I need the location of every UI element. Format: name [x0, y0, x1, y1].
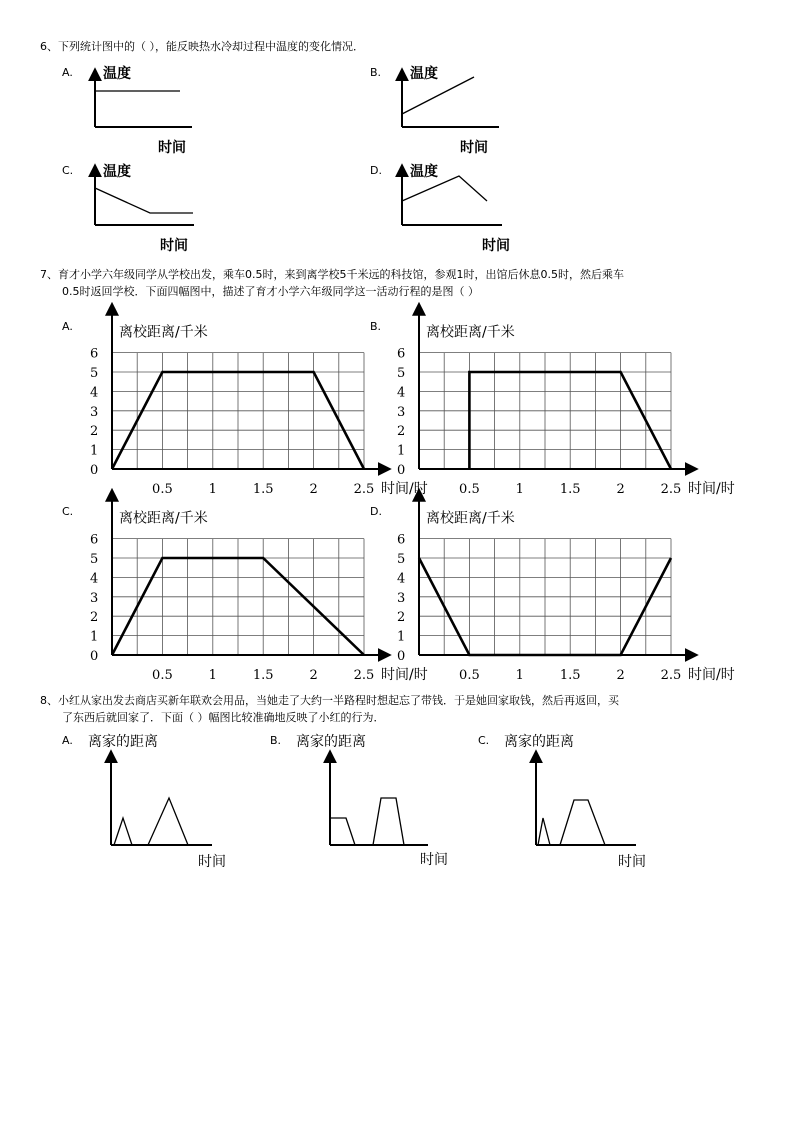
y-tick-label: 1	[397, 443, 406, 459]
y-axis-label: 离校距离/千米	[426, 324, 515, 341]
q8-graph-c	[504, 734, 646, 870]
q6-a-x-label: 时间	[158, 140, 186, 156]
x-tick-label: 2	[309, 482, 318, 497]
q6-option-c-letter: C.	[62, 164, 74, 177]
y-tick-label: 1	[397, 629, 406, 645]
q6-graph-b	[402, 65, 499, 156]
question-7-stem-line1: 7、育才小学六年级同学从学校出发，乘车0.5时，来到离学校5千米远的科技馆，参观1时，出馆后休息0.5时，然后乘车	[40, 268, 624, 281]
x-tick-label: 1	[515, 482, 524, 497]
x-tick-label: 1.5	[252, 482, 274, 497]
q6-c-curve	[95, 188, 193, 213]
q6-c-y-label: 温度	[103, 164, 131, 180]
q7-chart-a	[90, 305, 428, 497]
x-tick-label: 1	[208, 668, 217, 683]
question-8-stem-line2: 了东西后就回家了．下面（ ）幅图比较准确地反映了小红的行为．	[62, 711, 385, 724]
y-tick-label: 5	[397, 366, 406, 381]
y-tick-label: 5	[397, 552, 406, 567]
q6-b-x-label: 时间	[460, 140, 488, 156]
q6-d-x-label: 时间	[482, 238, 510, 254]
x-axis-label: 时间/时	[688, 481, 735, 497]
y-tick-label: 2	[397, 610, 406, 626]
x-tick-label: 2	[616, 668, 625, 683]
q7-chart-b	[397, 305, 735, 497]
x-axis-label: 时间/时	[381, 667, 428, 683]
y-axis-label: 离校距离/千米	[119, 324, 208, 341]
x-axis-label: 时间/时	[688, 667, 735, 683]
y-tick-label: 3	[397, 590, 406, 606]
q8-option-b-letter: B.	[270, 734, 282, 747]
y-tick-label: 1	[90, 443, 99, 459]
y-tick-label: 3	[397, 404, 406, 420]
q7-chart-c	[90, 491, 428, 683]
q7-option-d-letter: D.	[370, 505, 382, 518]
x-tick-label: 2.5	[660, 482, 682, 497]
x-tick-label: 1	[208, 482, 217, 497]
y-tick-label: 6	[397, 532, 406, 548]
q8-b-curve-2	[373, 798, 404, 845]
question-7-stem-line2: 0.5时返回学校．下面四幅图中，描述了育才小学六年级同学这一活动行程的是图（ ）	[62, 285, 479, 298]
x-tick-label: 0.5	[152, 482, 173, 497]
y-tick-label: 2	[90, 610, 99, 626]
y-tick-label: 5	[90, 552, 99, 567]
q8-b-y-label: 离家的距离	[296, 734, 366, 750]
x-tick-label: 2.5	[660, 668, 682, 683]
x-tick-label: 1.5	[559, 482, 581, 497]
q8-c-curve-1	[538, 818, 550, 845]
y-tick-label: 3	[90, 404, 99, 420]
q8-a-curve-2	[148, 798, 188, 845]
y-tick-label: 4	[90, 571, 99, 587]
q6-graph-c	[95, 163, 194, 254]
question-8-stem-line1: 8、小红从家出发去商店买新年联欢会用品，当她走了大约一半路程时想起忘了带钱．于是她回家取钱，然后再返回，买	[40, 694, 619, 707]
q6-graph-d	[402, 163, 510, 254]
q8-a-x-label: 时间	[198, 854, 226, 870]
q6-d-y-label: 温度	[410, 164, 438, 180]
x-tick-label: 2.5	[353, 482, 375, 497]
q8-c-curve-2	[560, 800, 605, 845]
x-tick-label: 0.5	[459, 668, 480, 683]
y-tick-label: 2	[90, 424, 99, 440]
q8-option-a-letter: A.	[62, 734, 73, 747]
q7-option-b-letter: B.	[370, 320, 382, 333]
y-tick-label: 4	[397, 571, 406, 587]
y-tick-label: 2	[397, 424, 406, 440]
q8-a-curve-1	[114, 818, 132, 845]
q6-option-a-letter: A.	[62, 66, 73, 79]
y-tick-label: 6	[90, 346, 99, 362]
x-axis-label: 时间/时	[381, 481, 428, 497]
q8-c-x-label: 时间	[618, 854, 646, 870]
x-tick-label: 2	[309, 668, 318, 683]
q7-chart-d	[397, 491, 735, 683]
y-tick-label: 0	[90, 649, 99, 664]
y-tick-label: 6	[90, 532, 99, 548]
x-tick-label: 2	[616, 482, 625, 497]
y-tick-label: 0	[397, 463, 406, 478]
y-tick-label: 1	[90, 629, 99, 645]
q7-option-a-letter: A.	[62, 320, 73, 333]
q6-graph-a	[95, 65, 192, 156]
x-tick-label: 0.5	[459, 482, 480, 497]
y-tick-label: 0	[397, 649, 406, 664]
x-tick-label: 0.5	[152, 668, 173, 683]
y-axis-label: 离校距离/千米	[426, 510, 515, 527]
q8-c-y-label: 离家的距离	[504, 734, 574, 750]
q6-a-y-label: 温度	[103, 66, 131, 82]
q8-graph-b	[296, 734, 448, 868]
y-tick-label: 0	[90, 463, 99, 478]
x-tick-label: 1.5	[559, 668, 581, 683]
y-tick-label: 5	[90, 366, 99, 381]
q6-c-x-label: 时间	[160, 238, 188, 254]
y-tick-label: 6	[397, 346, 406, 362]
x-tick-label: 1	[515, 668, 524, 683]
x-tick-label: 2.5	[353, 668, 375, 683]
y-tick-label: 3	[90, 590, 99, 606]
q6-option-b-letter: B.	[370, 66, 382, 79]
y-axis-label: 离校距离/千米	[119, 510, 208, 527]
q7-option-c-letter: C.	[62, 505, 74, 518]
y-tick-label: 4	[397, 385, 406, 401]
q6-option-d-letter: D.	[370, 164, 382, 177]
x-tick-label: 1.5	[252, 668, 274, 683]
q6-b-y-label: 温度	[410, 66, 438, 82]
q8-graph-a	[88, 734, 226, 870]
q8-a-y-label: 离家的距离	[88, 734, 158, 750]
y-tick-label: 4	[90, 385, 99, 401]
q8-option-c-letter: C.	[478, 734, 490, 747]
question-6-stem: 6、下列统计图中的（ ），能反映热水冷却过程中温度的变化情况．	[40, 40, 364, 53]
q8-b-curve-1	[330, 818, 355, 845]
q6-b-curve	[402, 77, 474, 114]
q8-b-x-label: 时间	[420, 852, 448, 868]
